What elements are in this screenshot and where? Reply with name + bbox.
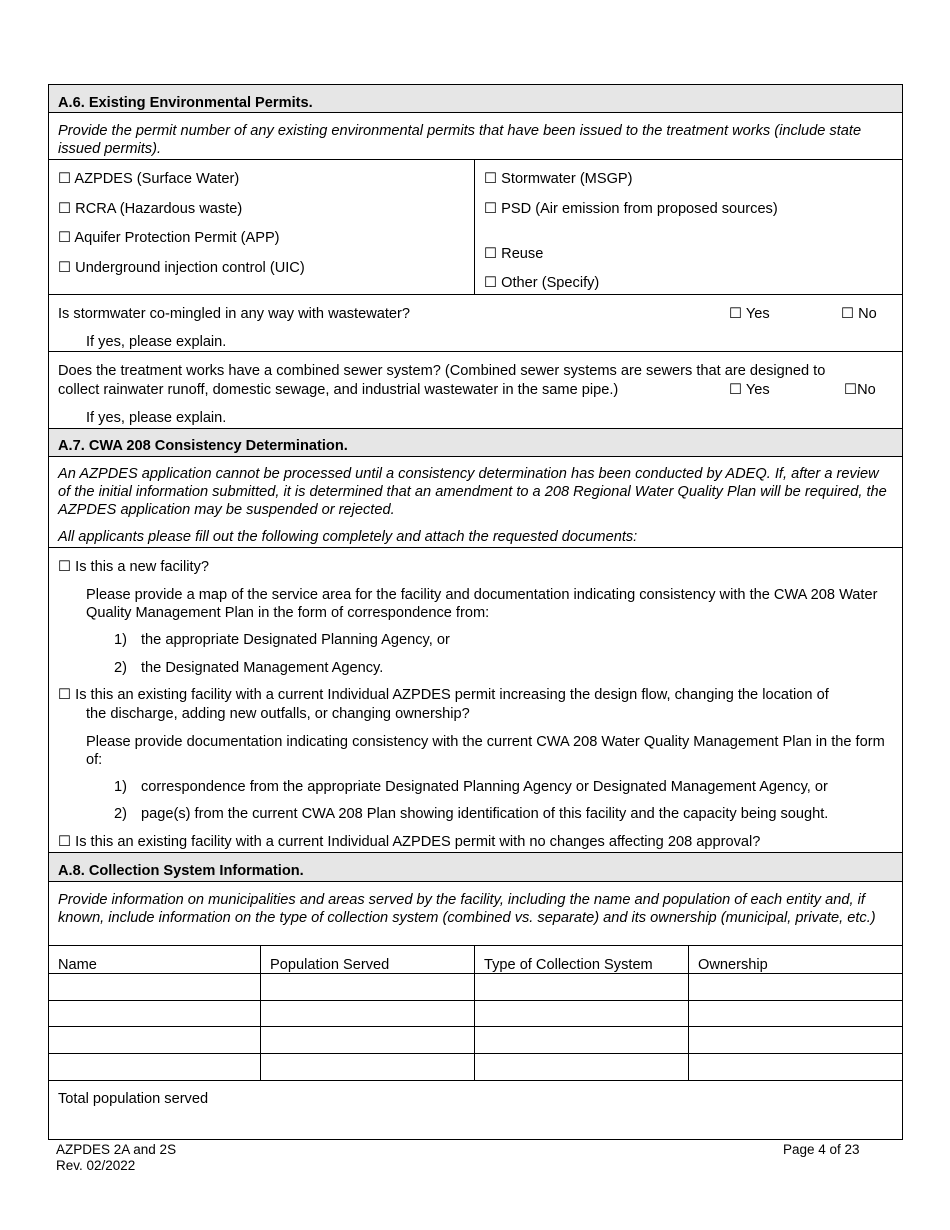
permit-rcra[interactable]: ☐ RCRA (Hazardous waste): [58, 201, 243, 217]
checkbox-icon[interactable]: ☐: [484, 201, 498, 217]
checkbox-icon[interactable]: ☐: [484, 171, 498, 187]
new-item-1: the appropriate Designated Planning Agency, or: [141, 632, 450, 648]
q-existing-increase[interactable]: ☐ Is this an existing facility with a current Individual AZPDES permit increasing the design flow, changing the location of: [58, 687, 829, 703]
a8-header: A.8. Collection System Information.: [58, 863, 304, 879]
col-ownership: Ownership: [698, 957, 768, 973]
existing-item-number-2: 2): [114, 806, 127, 822]
permit-psd[interactable]: ☐ PSD (Air emission from proposed sources): [484, 201, 778, 217]
new-facility-instruction: Please provide a map of the service area for the facility and documentation indicating consistency with the CWA 208 Water Quality Management Plan in the form of correspondence from:: [86, 587, 878, 621]
existing-instruction: Please provide documentation indicating consistency with the current CWA 208 Water Quality Management Plan in the form of:: [86, 734, 885, 768]
permit-other[interactable]: ☐ Other (Specify): [484, 275, 600, 291]
total-population-label: Total population served: [58, 1091, 209, 1107]
new-item-2: the Designated Management Agency.: [141, 660, 384, 676]
checkbox-icon[interactable]: ☐: [58, 230, 72, 246]
col-collection-type: Type of Collection System: [484, 957, 653, 973]
a8-instruction: Provide information on municipalities and areas served by the facility, including the name and population of each entity and, if known, include information on the type of collection system (combined vs. separate) and its ownership (municipal, private, etc.): [58, 892, 876, 926]
new-item-number-1: 1): [114, 632, 127, 648]
permit-reuse[interactable]: ☐ Reuse: [484, 246, 544, 262]
q-combined-line2: collect rainwater runoff, domestic sewage, and industrial wastewater in the same pipe.): [58, 382, 619, 398]
checkbox-icon[interactable]: ☐: [58, 834, 72, 850]
form-frame: [48, 84, 903, 1140]
checkbox-icon[interactable]: ☐: [58, 201, 72, 217]
q-new-facility[interactable]: ☐ Is this a new facility?: [58, 559, 209, 575]
stormwater-yes-checkbox[interactable]: ☐ Yes: [729, 306, 770, 322]
stormwater-no-checkbox[interactable]: ☐ No: [841, 306, 877, 322]
permit-app[interactable]: ☐ Aquifer Protection Permit (APP): [58, 230, 280, 246]
combined-yes-checkbox[interactable]: ☐ Yes: [729, 382, 770, 398]
a6-header: A.6. Existing Environmental Permits.: [58, 95, 313, 111]
permit-stormwater[interactable]: ☐ Stormwater (MSGP): [484, 171, 633, 187]
existing-item-number-1: 1): [114, 779, 127, 795]
col-population: Population Served: [270, 957, 390, 973]
checkbox-icon[interactable]: ☐: [58, 171, 72, 187]
existing-item-2: page(s) from the current CWA 208 Plan showing identification of this facility and the capacity being sought.: [141, 806, 829, 822]
checkbox-icon[interactable]: ☐: [58, 260, 72, 276]
q-existing-increase-line2: the discharge, adding new outfalls, or changing ownership?: [86, 706, 470, 722]
col-name: Name: [58, 957, 97, 973]
checkbox-icon[interactable]: ☐: [484, 246, 498, 262]
q-existing-no-change[interactable]: ☐ Is this an existing facility with a current Individual AZPDES permit with no changes affecting 208 approval?: [58, 834, 761, 850]
a7-note: An AZPDES application cannot be processed until a consistency determination has been conducted by ADEQ. If, after a review of the initial information submitted, it is determined that an amendment to a 208 Regional Water Quality Plan will be required, the AZPDES application may be suspended or rejected.: [58, 466, 887, 518]
checkbox-icon[interactable]: ☐: [58, 687, 72, 703]
checkbox-icon[interactable]: ☐: [58, 559, 72, 575]
a6-instruction: Provide the permit number of any existing environmental permits that have been issued to the treatment works (include state issued permits).: [58, 123, 862, 157]
checkbox-icon[interactable]: ☐: [484, 275, 498, 291]
new-item-number-2: 2): [114, 660, 127, 676]
q-combined-line1: Does the treatment works have a combined sewer system? (Combined sewer systems are sewers that are designed to: [58, 363, 826, 379]
permit-uic[interactable]: ☐ Underground injection control (UIC): [58, 260, 305, 276]
footer-form-name: AZPDES 2A and 2S: [56, 1142, 177, 1157]
footer-page-number: Page 4 of 23: [783, 1142, 860, 1157]
stormwater-explain: If yes, please explain.: [86, 334, 227, 350]
combined-no-checkbox[interactable]: ☐No: [844, 382, 876, 398]
existing-item-1: correspondence from the appropriate Designated Planning Agency or Designated Management Agency, or: [141, 779, 828, 795]
permit-azpdes[interactable]: ☐ AZPDES (Surface Water): [58, 171, 240, 187]
a7-header: A.7. CWA 208 Consistency Determination.: [58, 438, 348, 454]
combined-explain: If yes, please explain.: [86, 410, 227, 426]
a7-all-applicants: All applicants please fill out the following completely and attach the requested documents:: [58, 529, 638, 545]
footer-revision: Rev. 02/2022: [56, 1158, 136, 1173]
q-stormwater: Is stormwater co-mingled in any way with wastewater?: [58, 306, 411, 322]
